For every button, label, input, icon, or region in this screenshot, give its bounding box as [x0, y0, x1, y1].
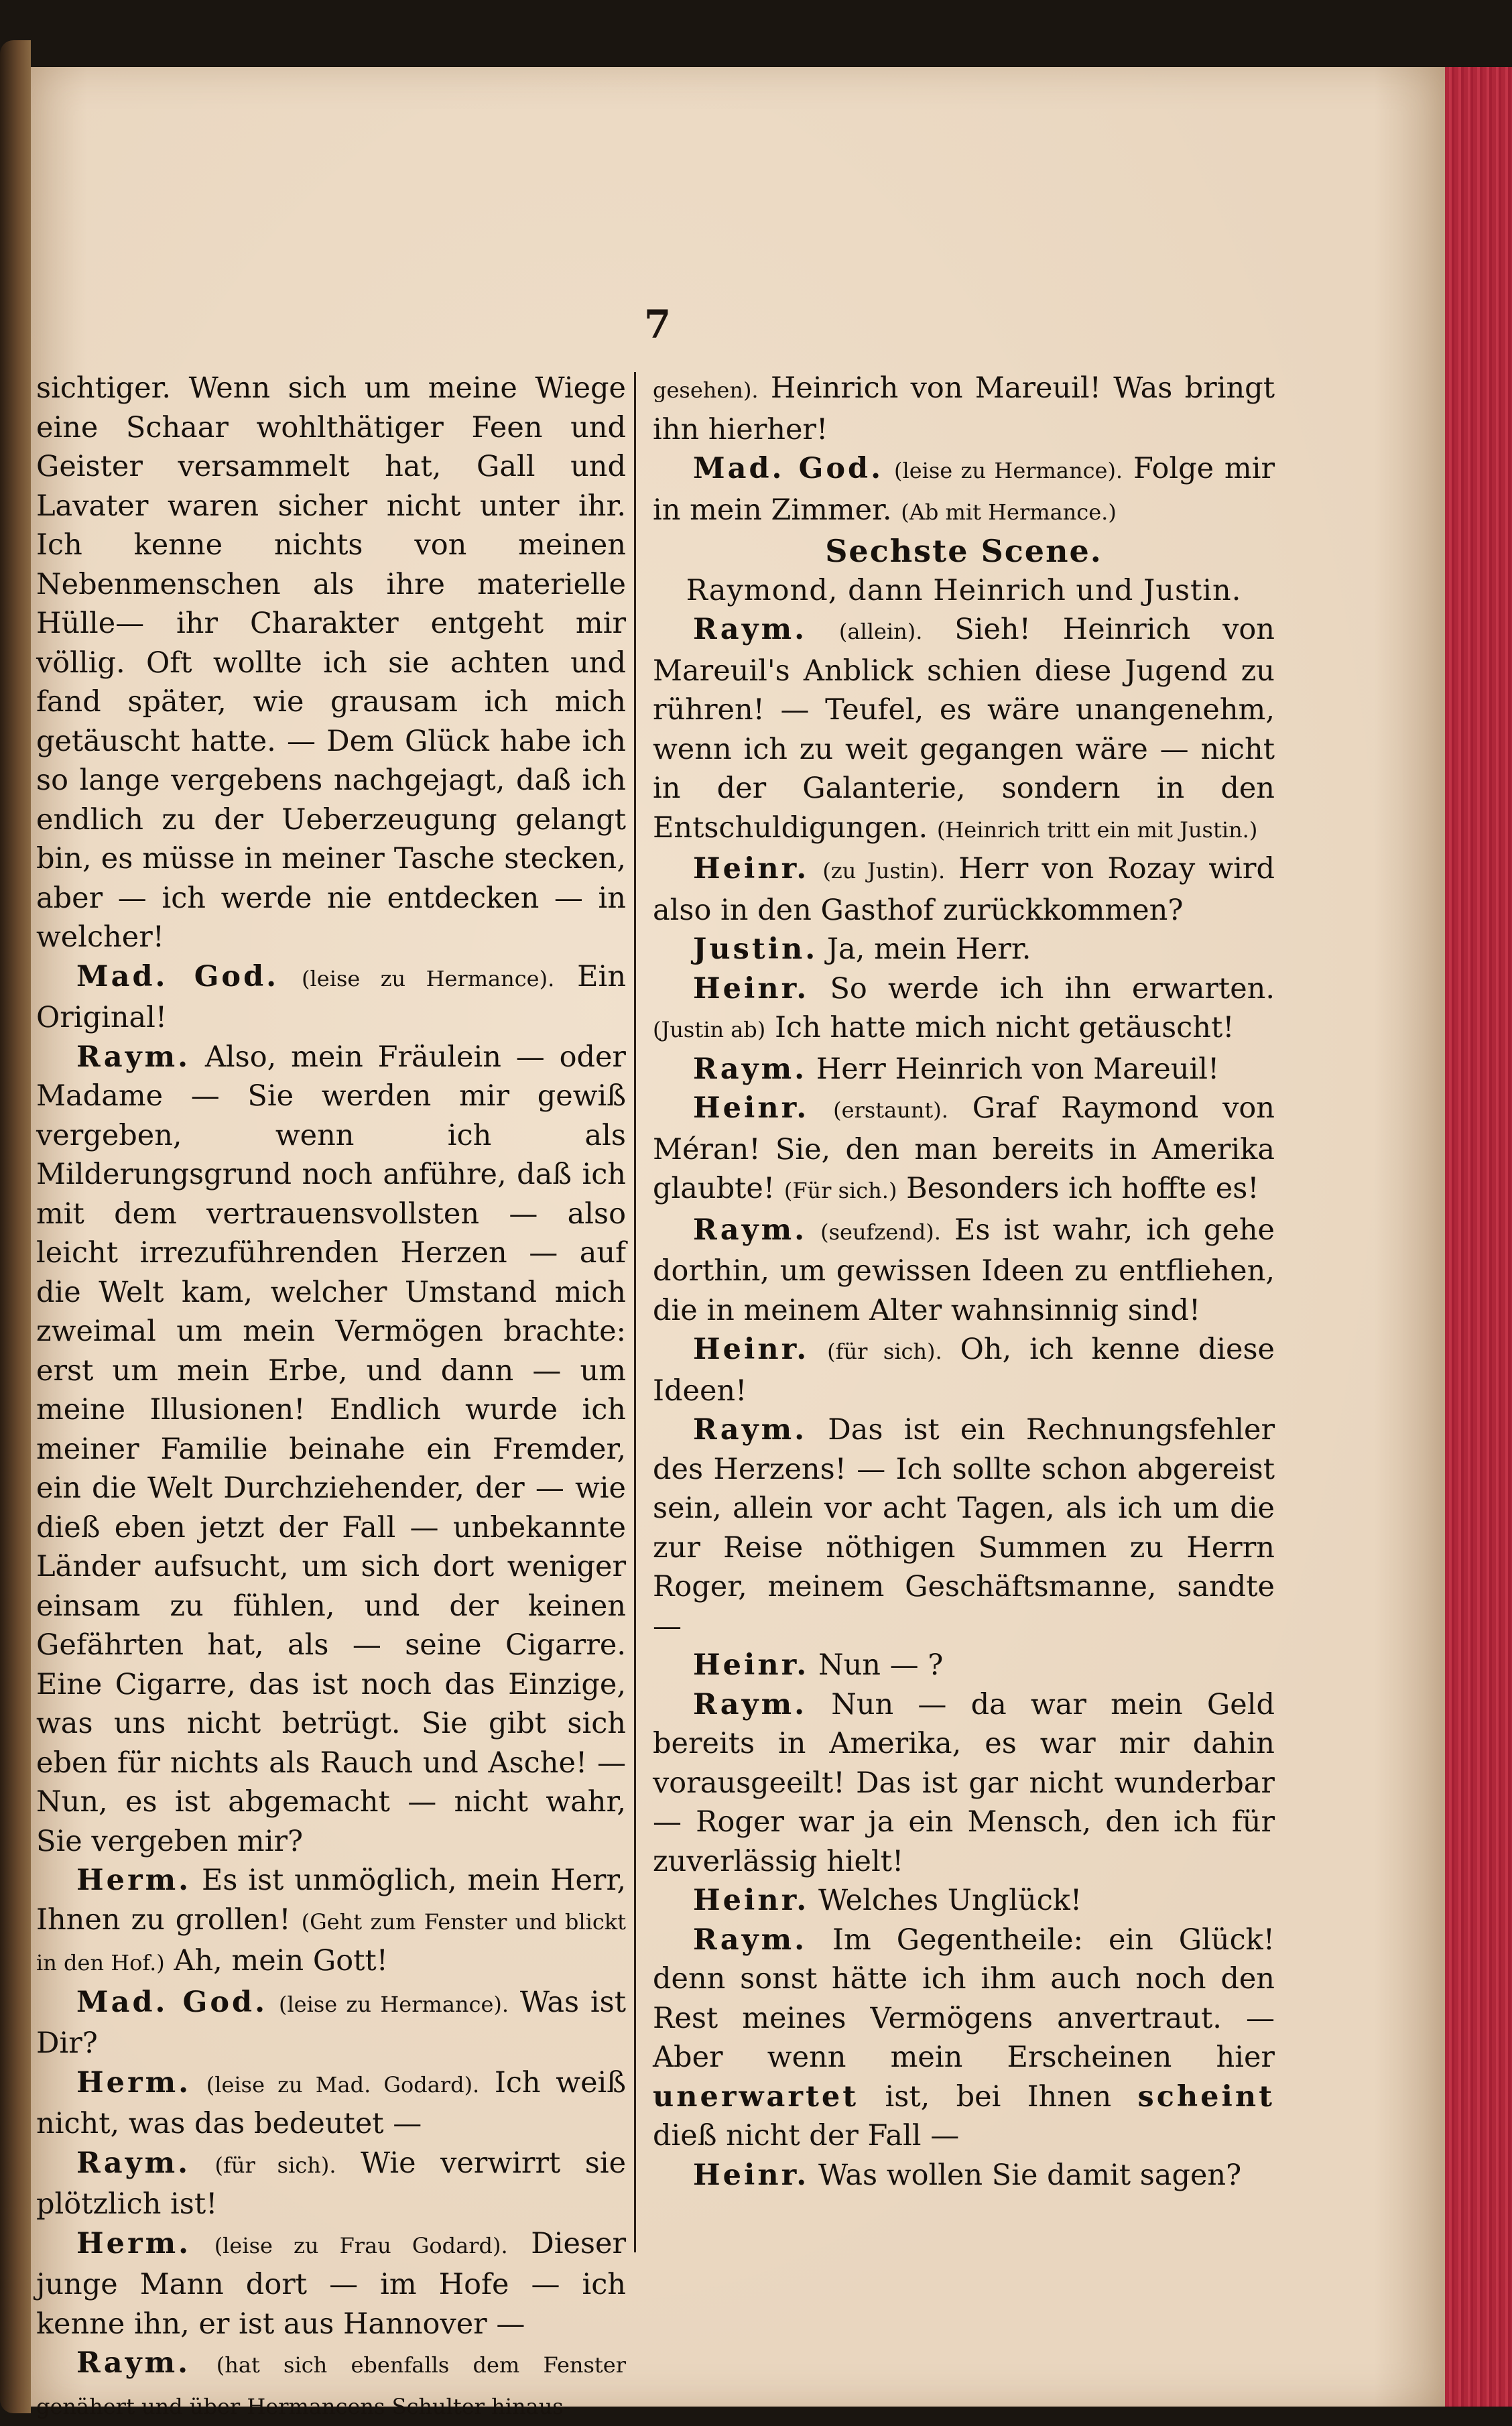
- dialogue-line: Heinr. (zu Justin). Herr von Rozay wird also in den Gasthof zurückkommen?: [653, 852, 1275, 927]
- speaker: Herm.: [76, 1864, 192, 1897]
- speaker: Raym.: [693, 613, 808, 646]
- stage-direction: gesehen).: [653, 377, 759, 403]
- right-column: [653, 369, 1275, 2195]
- speaker: Mad. God.: [76, 959, 279, 993]
- speaker: Raym.: [76, 1040, 191, 1074]
- stage-direction: (leise zu Frau Godard).: [214, 2232, 508, 2258]
- stage-direction: (Ab mit Hermance.): [901, 499, 1117, 525]
- dialogue-line: Herm. (leise zu Frau Godard). Dieser junge Mann dort — im Hofe — ich kenne ihn, er ist aus Hannover —: [36, 2226, 626, 2341]
- dialogue-line: Raym. Also, mein Fräulein — oder Madame — Sie werden mir gewiß vergeben, wenn ich als Milderungsgrund noch anführe, daß ich mit dem vertrauensvollsten — also leicht irrezuführenden Herzen — auf die Welt kam, welcher Umstand mich zweimal um mein Vermögen brachte: erst um mein Erbe, und dann — um meine Illusionen! Endlich wurde ich meiner Familie beinahe ein Fremder, ein die Welt Durchziehender, der — wie dieß eben jetzt der Fall — unbekannte Länder aufsucht, um sich dort weniger einsam zu fühlen, und der keinen Gefährten hat, als — seine Cigarre. Eine Cigarre, das ist noch das Einzige, was uns nicht betrügt. Sie gibt sich eben für nichts als Rauch und Asche! — Nun, es ist abgemacht — nicht wahr, Sie vergeben mir?: [36, 1040, 626, 1858]
- dialogue-line: Herm. (leise zu Mad. Godard). Ich weiß nicht, was das bedeutet —: [36, 2065, 626, 2140]
- speaker: Justin.: [693, 932, 818, 966]
- speaker: Raym.: [693, 1052, 808, 1086]
- speaker: Heinr.: [693, 971, 810, 1006]
- emphasis: unerwartet: [653, 2079, 859, 2114]
- dialogue-line: Mad. God. (leise zu Hermance). Folge mir in mein Zimmer. (Ab mit Hermance.): [653, 452, 1275, 527]
- dialogue-line: Heinr. (erstaunt). Graf Raymond von Méran! Sie, den man bereits in Amerika glaubte! (Für sich.) Besonders ich hoffte es!: [653, 1091, 1275, 1205]
- speaker: Heinr.: [693, 1091, 810, 1125]
- column-divider: [634, 372, 636, 2252]
- dialogue-line: Heinr. (für sich). Oh, ich kenne diese Ideen!: [653, 1333, 1275, 1408]
- stage-direction: (Heinrich tritt ein mit Justin.): [936, 816, 1258, 843]
- dialogue-line: Heinr. So werde ich ihn erwarten. (Justin ab) Ich hatte mich nicht getäuscht!: [653, 971, 1275, 1044]
- speaker: Herm.: [76, 2226, 192, 2260]
- stage-direction: (für sich).: [214, 2152, 336, 2178]
- dialogue-line: Justin. Ja, mein Herr.: [693, 932, 1031, 966]
- dialogue-line: Heinr. Was wollen Sie damit sagen?: [693, 2158, 1242, 2192]
- speaker: Herm.: [76, 2065, 192, 2100]
- stage-direction: (leise zu Hermance).: [302, 965, 555, 991]
- dialogue-line: Raym. Nun — da war mein Geld bereits in Amerika, es war mir dahin vorausgeeilt! Das ist gar nicht wunderbar — Roger war ja ein Mensch, den ich für zuverlässig hielt!: [653, 1687, 1275, 1878]
- dialogue-line: [36, 2344, 626, 2426]
- speaker: Raym.: [693, 1687, 808, 1721]
- dialogue-line: Raym. (für sich). Wie verwirrt sie plötzlich ist!: [36, 2146, 627, 2221]
- stage-direction: (leise zu Mad. Godard).: [206, 2071, 480, 2098]
- speaker: Raym.: [693, 1213, 808, 1247]
- speaker: Heinr.: [693, 1648, 810, 1682]
- dialogue-line: Mad. God. (leise zu Hermance). Ein Original!: [36, 959, 627, 1034]
- dialogue-line: Heinr. Welches Unglück!: [693, 1884, 1082, 1917]
- book-spine-edge: [0, 40, 31, 2413]
- paragraph: sichtiger. Wenn sich um meine Wiege eine Schaar wohlthätiger Feen und Geister versammelt hat, Gall und Lavater waren sicher nicht unter ihr. Ich kenne nichts von meinen Nebenmenschen als ihre materielle Hülle— ihr Charakter entgeht mir völlig. Oft wollte ich sie achten und fand später, wie grausam ich mich getäuscht hatte. — Dem Glück habe ich so lange vergebens nachgejagt, daß ich endlich zu der Ueberzeugung gelangt bin, es müsse in meiner Tasche stecken, aber — ich werde nie entdecken — in welcher!: [36, 371, 626, 954]
- stage-direction: (erstaunt).: [833, 1097, 948, 1123]
- stage-direction: (Für sich.): [783, 1178, 897, 1203]
- speaker: Heinr.: [693, 1884, 810, 1917]
- stage-direction: (Geht zum Fenster und blickt in den Hof.): [36, 1908, 627, 1976]
- left-column: [36, 369, 626, 2426]
- speaker: Mad. God.: [693, 452, 884, 485]
- speaker: Raym.: [693, 1413, 808, 1447]
- speaker: Raym.: [76, 2146, 191, 2180]
- page-number: 7: [643, 302, 672, 347]
- dialogue-line: Heinr. Nun — ?: [693, 1648, 944, 1682]
- red-page-edges: [1445, 67, 1512, 2407]
- stage-direction: (allein).: [838, 619, 923, 644]
- stage-direction: (hat sich ebenfalls dem Fenster genähert und über Hermancens Schulter hinaus-: [36, 2352, 626, 2419]
- dialogue-line: Raym. Im Gegentheile: ein Glück! denn sonst hätte ich ihm auch noch den Rest meines Vermögens anvertraut. — Aber wenn mein Erscheinen hier unerwartet ist, bei Ihnen scheint dieß nicht der Fall —: [653, 1923, 1275, 2152]
- speaker: Heinr.: [693, 852, 810, 886]
- dialogue-line: Raym. Herr Heinrich von Mareuil!: [693, 1052, 1220, 1086]
- page: [31, 67, 1445, 2419]
- dialogue-line: Raym. Das ist ein Rechnungsfehler des Herzens! — Ich sollte schon abgereist sein, allein vor acht Tagen, als ich um die zur Reise nöthigen Summen zu Herrn Roger, meinem Geschäftsmanne, sandte —: [653, 1413, 1275, 1643]
- scene-cast: Raymond, dann Heinrich und Justin.: [686, 573, 1242, 607]
- stage-direction: (leise zu Hermance).: [278, 1991, 509, 2017]
- dialogue-line: Mad. God. (leise zu Hermance). Was ist Dir?: [36, 1985, 627, 2060]
- speaker: Raym.: [76, 2346, 191, 2380]
- dialogue-line: Raym. (allein). Sieh! Heinrich von Mareuil's Anblick schien diese Jugend zu rühren! — Teufel, es wäre unangenehm, wenn ich zu weit gegangen wäre — nicht in der Galanterie, sondern in den Entschuldigungen. (Heinrich tritt ein mit Justin.): [653, 613, 1275, 845]
- stage-direction: (zu Justin).: [822, 858, 946, 884]
- scene-heading: Sechste Scene.: [825, 533, 1102, 569]
- stage-direction: (leise zu Hermance).: [893, 458, 1123, 483]
- speaker: Heinr.: [693, 1333, 810, 1366]
- speaker: Heinr.: [693, 2158, 810, 2192]
- dialogue-line: Herm. Es ist unmöglich, mein Herr, Ihnen zu grollen! (Geht zum Fenster und blickt in den Hof.) Ah, mein Gott!: [36, 1864, 627, 1978]
- stage-direction: (Justin ab): [653, 1017, 766, 1042]
- stage-direction: (seufzend).: [820, 1219, 941, 1245]
- dialogue-line: gesehen). Heinrich von Mareuil! Was bringt ihn hierher!: [653, 371, 1275, 446]
- speaker: Mad. God.: [76, 1985, 268, 2019]
- stage-direction: (für sich).: [827, 1339, 942, 1364]
- emphasis: scheint: [1137, 2079, 1275, 2114]
- speaker: Raym.: [693, 1923, 808, 1957]
- dialogue-line: Raym. (seufzend). Es ist wahr, ich gehe dorthin, um gewissen Ideen zu entfliehen, die in meinem Alter wahnsinnig sind!: [653, 1213, 1275, 1327]
